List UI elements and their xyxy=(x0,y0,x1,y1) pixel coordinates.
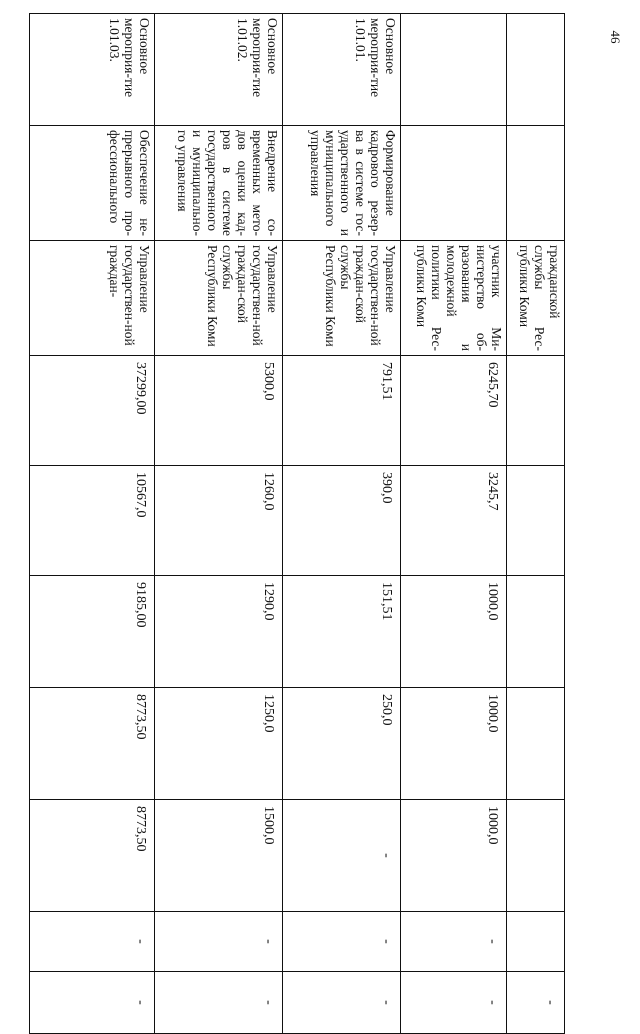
cell-value: 1000,0 xyxy=(401,576,507,688)
cell-value: 9185,00 xyxy=(30,576,155,688)
cell-empty xyxy=(507,126,565,241)
cell-activity-name: Формирование кадрового резер-ва в системе гос-ударственного и муниципального управления xyxy=(283,126,401,241)
cell-executor: Управление государствен-ной граждан- xyxy=(30,241,155,356)
cell-value: 1260,0 xyxy=(155,466,283,576)
cell-dash: - xyxy=(30,972,155,1034)
cell-value: 10567,0 xyxy=(30,466,155,576)
cell-dash: - xyxy=(283,800,401,912)
table-row xyxy=(401,14,507,1034)
cell-value: 1500,0 xyxy=(155,800,283,912)
cell-dash: - xyxy=(30,912,155,972)
cell-empty xyxy=(507,800,565,912)
cell-activity-name: Обеспечение не-прерывного про-фессионального xyxy=(30,126,155,241)
rotated-table-wrapper xyxy=(30,13,565,1005)
cell-dash: - xyxy=(155,972,283,1034)
cell-value: 8773,50 xyxy=(30,800,155,912)
cell-value: 1000,0 xyxy=(401,800,507,912)
cell-value: 37299,00 xyxy=(30,356,155,466)
cell-dash: - xyxy=(283,912,401,972)
cell-empty xyxy=(507,466,565,576)
cell-empty xyxy=(401,14,507,126)
cell-executor: Управление государствен-ной граждан-ской службы Республики Коми xyxy=(155,241,283,356)
table-row xyxy=(283,14,401,1034)
cell-activity-code: Основное мероприя-тие 1.01.03. xyxy=(30,14,155,126)
cell-value: 1290,0 xyxy=(155,576,283,688)
cell-empty xyxy=(507,576,565,688)
cell-executor: участник Ми-нистерство об-разования и молодежной политики Рес-публики Коми xyxy=(401,241,507,356)
cell-value: 390,0 xyxy=(283,466,401,576)
cell-value: 791,51 xyxy=(283,356,401,466)
cell-executor: гражданской службы Рес-публики Коми xyxy=(507,241,565,356)
cell-value: 1000,0 xyxy=(401,688,507,800)
cell-activity-name: Внедрение со-временных мето-дов оценки кад-ров в системе государственного и муниципально-го управления xyxy=(155,126,283,241)
cell-dash: - xyxy=(401,912,507,972)
cell-value: 5300,0 xyxy=(155,356,283,466)
cell-dash: - xyxy=(283,972,401,1034)
cell-activity-code: Основное мероприя-тие 1.01.01. xyxy=(283,14,401,126)
cell-dash: - xyxy=(401,972,507,1034)
cell-value: 6245,70 xyxy=(401,356,507,466)
cell-dash: - xyxy=(155,912,283,972)
cell-value: 1250,0 xyxy=(155,688,283,800)
cell-value: 151,51 xyxy=(283,576,401,688)
cell-activity-code: Основное мероприя-тие 1.01.02. xyxy=(155,14,283,126)
cell-value: 250,0 xyxy=(283,688,401,800)
page-number: 46 xyxy=(608,30,623,44)
cell-value: 8773,50 xyxy=(30,688,155,800)
cell-empty xyxy=(507,356,565,466)
cell-empty xyxy=(507,14,565,126)
table-row xyxy=(507,14,565,1034)
cell-value: 3245,7 xyxy=(401,466,507,576)
table-row xyxy=(30,14,155,1034)
table-row xyxy=(155,14,283,1034)
cell-executor: Управление государствен-ной граждан-ской службы Республики Коми xyxy=(283,241,401,356)
cell-dash: - xyxy=(507,972,565,1034)
budget-table xyxy=(29,13,565,1034)
cell-empty xyxy=(507,688,565,800)
cell-empty xyxy=(507,912,565,972)
cell-empty xyxy=(401,126,507,241)
